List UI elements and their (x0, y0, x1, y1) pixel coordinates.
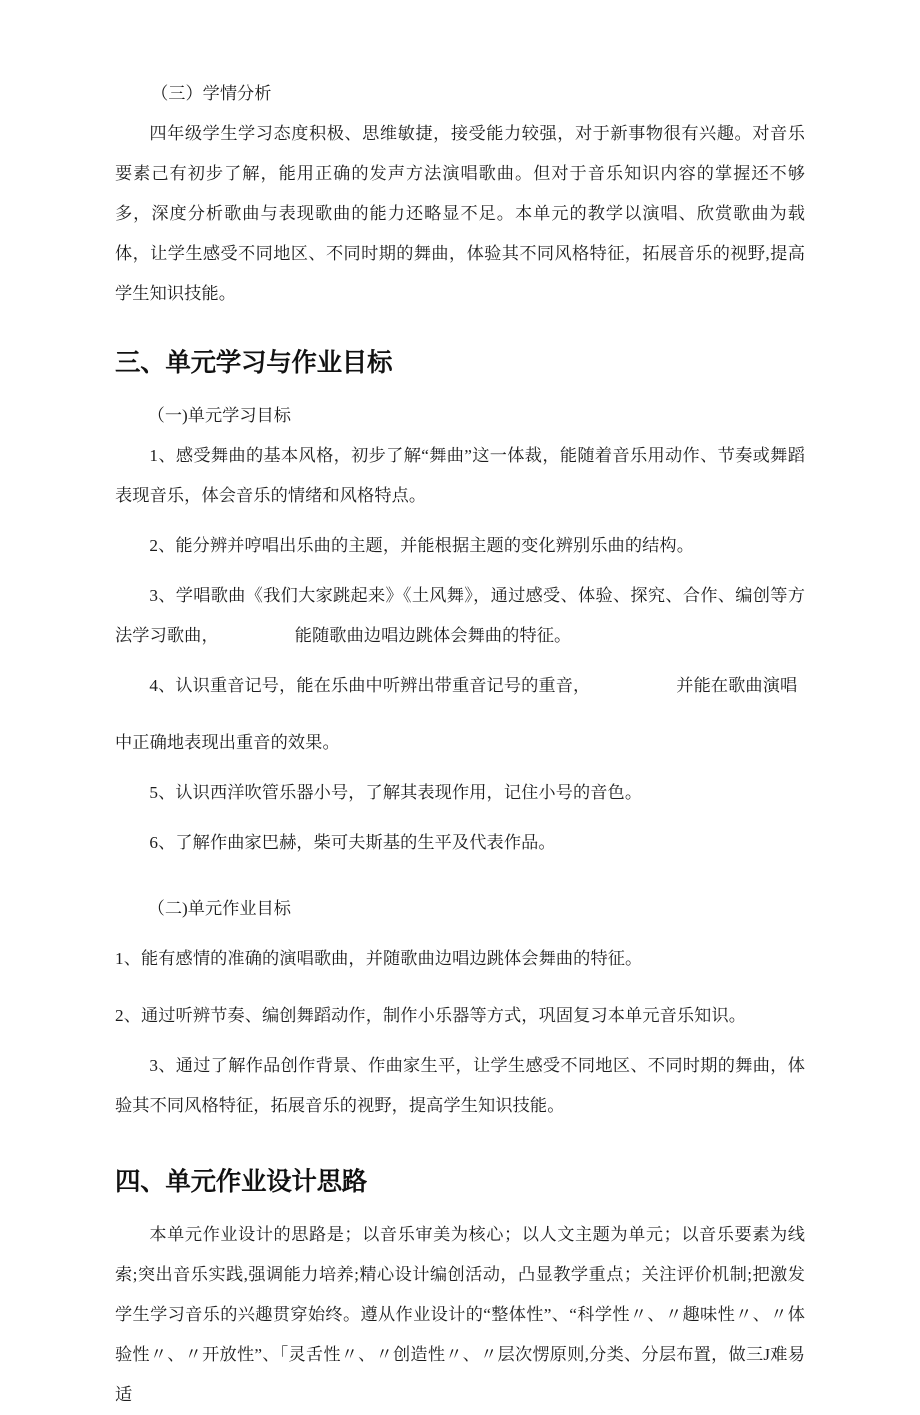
spacer-hw-1-2 (115, 979, 805, 996)
spacer-goal-3-4 (115, 656, 805, 666)
goal-item-4-continuation: 中正确地表现出重音的效果。 (115, 733, 340, 752)
spacer-goal-4-5 (115, 763, 805, 773)
spacer-goal-5-6 (115, 813, 805, 823)
subsection-heading-homework-goals: （二)单元作业目标 (147, 899, 291, 918)
section-heading-4: 四、单元作业设计思路 (115, 1168, 368, 1196)
goal-item-6: 6、了解作曲家巴赫，柴可夫斯基的生平及代表作品。 (149, 833, 556, 852)
spacer-goal-2-3 (115, 566, 805, 576)
goal-item-3-tail: 能随歌曲边唱边跳体会舞曲的特征。 (294, 626, 572, 645)
spacer-before-homework-goals (115, 863, 805, 889)
subsection-heading-learning-goals: （一)单元学习目标 (147, 406, 291, 425)
paragraph-xueqing-analysis: 四年级学生学习态度积极、思维敏捷，接受能力较强，对于新事物很有兴趣。对音乐要素己有初步了解，能用正确的发声方法演唱歌曲。但对于音乐知识内容的掌握还不够多，深度分析歌曲与表现歌曲的能力还略显不足。本单元的教学以演唱、欣赏歌曲为载体，让学生感受不同地区、不同时期的舞曲，体验其不同风格特征，拓展音乐的视野,提高学生知识技能。 (115, 124, 805, 303)
goal-item-4 (115, 666, 805, 706)
paragraph-design-approach: 本单元作业设计的思路是；以音乐审美为核心；以人文主题为单元；以音乐要素为线索;突出音乐实践,强调能力培养;精心设计编创活动，凸显教学重点；关注评价机制;把激发学生学习音乐的兴趣贯穿始终。遵从作业设计的“整体性”、“科学性〃、〃趣味性〃、〃体验性〃、〃开放性”、「灵舌性〃、〃创造性〃、〃层次愣原则,分类、分层布置，做三J难易适 (115, 1225, 805, 1404)
spacer-before-section-4 (115, 1126, 805, 1159)
spacer-hw-2-3 (115, 1036, 805, 1046)
homework-goal-item-1: 1、能有感情的准确的演唱歌曲，并随歌曲边唱边跳体会舞曲的特征。 (115, 949, 643, 968)
goal-item-2: 2、能分辨并哼唱出乐曲的主题，并能根据主题的变化辨别乐曲的结构。 (149, 536, 694, 555)
section-heading-3: 三、单元学习与作业目标 (115, 349, 393, 377)
spacer-goal-4-wrap (115, 706, 805, 723)
spacer-after-homework-heading (115, 929, 805, 939)
subsection-heading-xueqing: （三）学情分析 (151, 84, 272, 103)
goal-item-3-main: 3、学唱歌曲《我们大家跳起来》《土风舞》，通过感受、体验、探究、合作、编创等方法学习歌曲， (115, 586, 805, 645)
spacer-after-section-4-heading (115, 1205, 805, 1215)
spacer-after-section-3-heading (115, 386, 805, 396)
goal-item-5: 5、认识西洋吹管乐器小号，了解其表现作用，记住小号的音色。 (149, 783, 643, 802)
homework-goal-item-2: 2、通过听辨节奏、编创舞蹈动作，制作小乐器等方式，巩固复习本单元音乐知识。 (115, 1006, 747, 1025)
goal-item-4-tail: 并能在歌曲演唱 (676, 676, 798, 695)
homework-goal-item-3: 3、通过了解作品创作背景、作曲家生平，让学生感受不同地区、不同时期的舞曲，体验其不同风格特征，拓展音乐的视野，提高学生知识技能。 (115, 1056, 805, 1115)
spacer-before-section-3 (115, 314, 805, 340)
goal-item-3 (115, 576, 805, 656)
spacer-goal-1-2 (115, 516, 805, 526)
goal-item-4-main: 4、认识重音记号，能在乐曲中听辨出带重音记号的重音， (149, 676, 591, 695)
goal-item-1: 1、感受舞曲的基本风格，初步了解“舞曲”这一体裁，能随着音乐用动作、节奏或舞蹈表现音乐，体会音乐的情绪和风格特点。 (115, 446, 805, 505)
top-spacer (115, 0, 805, 74)
